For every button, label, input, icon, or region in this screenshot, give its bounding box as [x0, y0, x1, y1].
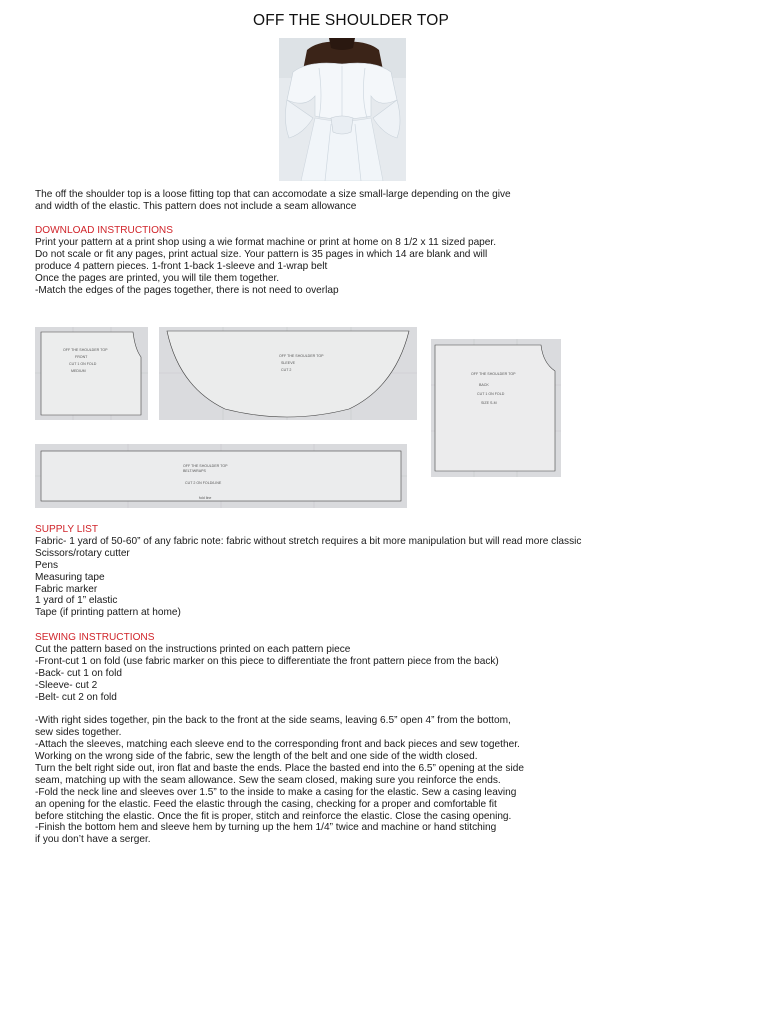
sewing-line: -Sleeve- cut 2 — [35, 679, 98, 691]
supply-line: Tape (if printing pattern at home) — [35, 607, 181, 619]
supply-line: 1 yard of 1” elastic — [35, 595, 118, 607]
front-label-3: CUT 1 ON FOLD — [69, 362, 97, 366]
belt-pattern-photo — [35, 444, 407, 508]
belt-label-1: OFF THE SHOULDER TOP — [183, 464, 228, 468]
sewing-line: -Finish the bottom hem and sleeve hem by turning up the hem 1/4” twice and machine or hand stitching — [35, 822, 497, 834]
sleeve-label-3: CUT 2 — [281, 368, 292, 372]
download-line: Do not scale or fit any pages, print actual size. Your pattern is 35 pages in which 14 are blank and will — [35, 248, 488, 260]
sleeve-pattern-photo — [159, 327, 417, 420]
front-label-2: FRONT — [75, 355, 88, 359]
supply-line: Fabric marker — [35, 583, 98, 595]
download-heading: DOWNLOAD INSTRUCTIONS — [35, 225, 173, 236]
sewing-line — [35, 703, 524, 715]
supply-line: Measuring tape — [35, 571, 105, 583]
sewing-line: -Attach the sleeves, matching each sleeve end to the corresponding front and back pieces and sew together. — [35, 739, 520, 751]
sewing-line: before stitching the elastic. Once the fit is proper, stitch and reinforce the elastic. Close the casing opening. — [35, 810, 512, 822]
sleeve-label-1: OFF THE SHOULDER TOP — [279, 354, 324, 358]
back-label-4: SIZE S-M — [481, 401, 497, 405]
supply-line: Fabric- 1 yard of 50-60” of any fabric note: fabric without stretch requires a bit more manipulation but will read more classic — [35, 535, 582, 547]
sewing-line: -Belt- cut 2 on fold — [35, 691, 117, 703]
download-line: Once the pages are printed, you will tile them together. — [35, 272, 280, 284]
sewing-line: -Back- cut 1 on fold — [35, 667, 122, 679]
sewing-line: -Fold the neck line and sleeves over 1.5” to the inside to make a casing for the elastic. Sew a casing leaving — [35, 786, 517, 798]
download-section — [35, 225, 496, 296]
sewing-line: if you don’t have a serger. — [35, 834, 151, 846]
sewing-line: an opening for the elastic. Feed the elastic through the casing, checking for a proper and comfortable fit — [35, 798, 497, 810]
sewing-heading: SEWING INSTRUCTIONS — [35, 632, 155, 643]
belt-label-2: BELT/WRAPS — [183, 469, 206, 473]
belt-label-4: fold line — [199, 496, 212, 500]
back-pattern-photo — [431, 339, 561, 477]
sewing-line: seam, matching up with the seam allowance. Sew the seam closed, making sure you reinforce the ends. — [35, 774, 501, 786]
download-line: Print your pattern at a print shop using a wie format machine or print at home on 8 1/2 x 11 sized paper. — [35, 236, 497, 248]
supply-section — [35, 524, 581, 619]
supply-line: Pens — [35, 559, 59, 571]
download-line: produce 4 pattern pieces. 1-front 1-back 1-sleeve and 1-wrap belt — [35, 260, 328, 272]
supply-line: Scissors/rotary cutter — [35, 547, 130, 559]
model-photo — [279, 38, 406, 181]
front-label-4: MEDIUM — [71, 369, 86, 373]
back-label-2: BACK — [479, 383, 489, 387]
intro-text — [35, 189, 511, 213]
intro-line: and width of the elastic. This pattern does not include a seam allowance — [35, 200, 357, 212]
sewing-section — [35, 632, 524, 846]
sewing-line: -With right sides together, pin the back to the front at the side seams, leaving 6.5” open 4” from the bottom, — [35, 715, 511, 727]
sewing-line: Cut the pattern based on the instructions printed on each pattern piece — [35, 643, 351, 655]
supply-heading: SUPPLY LIST — [35, 524, 99, 535]
page-title: OFF THE SHOULDER TOP — [252, 12, 450, 29]
sewing-line: -Front-cut 1 on fold (use fabric marker on this piece to differentiate the front pattern piece from the back) — [35, 655, 499, 667]
front-label-1: OFF THE SHOULDER TOP — [63, 348, 108, 352]
sleeve-label-2: SLEEVE — [281, 361, 295, 365]
back-label-3: CUT 1 ON FOLD — [477, 392, 505, 396]
sewing-line: Working on the wrong side of the fabric, sew the length of the belt and one side of the width closed. — [35, 751, 478, 763]
sewing-line: sew sides together. — [35, 727, 122, 739]
sewing-line: Turn the belt right side out, iron flat and baste the ends. Place the basted end into the 6.5” opening at the side — [35, 762, 524, 774]
intro-line: The off the shoulder top is a loose fitting top that can accomodate a size small-large depending on the give — [35, 189, 511, 200]
model-photo-illustration — [279, 38, 406, 181]
download-line: -Match the edges of the pages together, there is not need to overlap — [35, 284, 339, 296]
back-label-1: OFF THE SHOULDER TOP — [471, 372, 516, 376]
front-pattern-photo — [35, 327, 148, 420]
belt-label-3: CUT 2 ON FOLD/LINE — [185, 481, 222, 485]
